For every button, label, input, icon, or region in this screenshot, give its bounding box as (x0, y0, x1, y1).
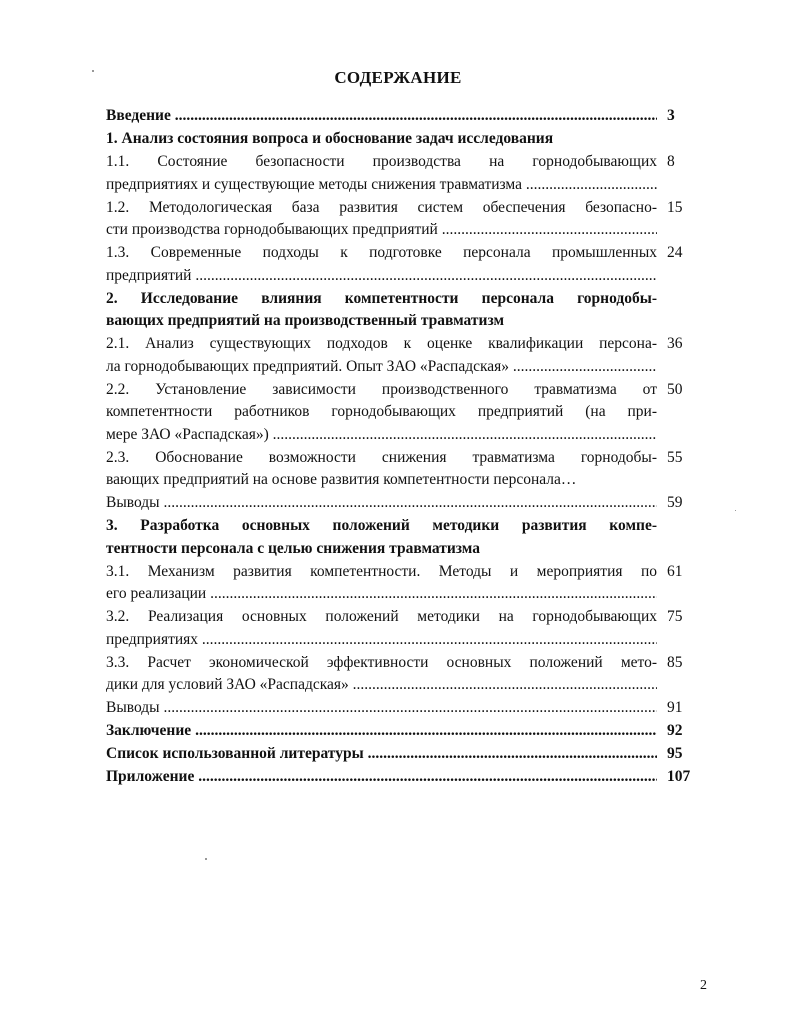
toc-entry-title (106, 743, 657, 766)
toc-entry-title (106, 697, 657, 720)
toc-entry-line: вающих предприятий на производственный травматизм (106, 312, 505, 329)
toc-page-number: 15 (667, 198, 683, 216)
toc-entry-line: мере ЗАО «Распадская») ..... (106, 424, 657, 447)
toc-page-number: 50 (667, 380, 683, 398)
toc-entry (106, 105, 698, 128)
toc-entry-line: тентности персонала с целью снижения травматизма (106, 539, 481, 557)
toc-entry-line: компетентности работников горнодобывающих предприятий (на при- (106, 403, 657, 420)
toc-page-number: 91 (667, 699, 683, 716)
toc-entry-line: сти производства горнодобывающих предприятий ..... (106, 219, 657, 242)
toc-entry-title (106, 197, 657, 242)
toc-entry (106, 197, 698, 242)
toc-entry-line: 1.2. Методологическая база развития систем обеспечения безопасно- (106, 198, 657, 216)
toc-entry (106, 652, 698, 697)
toc-entry-line: ла горнодобывающих предприятий. Опыт ЗАО «Распадская» ..... (106, 356, 657, 379)
toc-entry-title (106, 333, 657, 378)
toc-page-number: 36 (667, 335, 683, 352)
toc-entry-line: предприятиях и существующие методы снижения травматизма ..... (106, 174, 657, 197)
toc-entry-line: 3.3. Расчет экономической эффективности основных положений мето- (106, 653, 657, 671)
toc-entry-title (106, 492, 657, 515)
toc-page-number: 8 (667, 153, 675, 170)
scan-speck (735, 510, 736, 511)
toc-entry-title (106, 652, 657, 697)
toc-entry-line: вающих предприятий на основе развития компетентности персонала… (106, 471, 577, 488)
toc-entry-line: 3.1. Механизм развития компетентности. Методы и мероприятия по (106, 562, 657, 580)
toc-entry-title (106, 288, 657, 333)
toc-entry-line: 3.2. Реализация основных положений методики на горнодобывающих (106, 608, 657, 625)
toc-entry-line: 2.2. Установление зависимости производственного травматизма от (106, 380, 657, 398)
scan-speck (92, 70, 94, 72)
toc-entry (106, 606, 698, 651)
toc-entry (106, 447, 698, 492)
toc-entry-line: 2.1. Анализ существующих подходов к оценке квалификации персона- (106, 335, 657, 352)
toc-entry (106, 492, 698, 515)
page-title: СОДЕРЖАНИЕ (334, 68, 462, 87)
toc-entry-line: дики для условий ЗАО «Распадская» ..... (106, 674, 657, 697)
toc-entry-title (106, 515, 657, 560)
page-number: 2 (700, 978, 707, 993)
toc-entry-line: предприятий ..... (106, 265, 657, 288)
toc-entry-line: его реализации ..... (106, 583, 657, 606)
toc-page-number: 24 (667, 244, 683, 261)
toc-entry-line: Заключение ..... (106, 720, 657, 743)
toc-section-heading (106, 288, 698, 333)
toc-entry (106, 720, 698, 743)
toc-entry-line: Введение ..... (106, 105, 657, 128)
toc-entry-title (106, 128, 657, 151)
toc-page-number: 55 (667, 448, 683, 466)
toc-entry-line: Приложение ..... (106, 766, 657, 789)
toc-entry-line: Список использованной литературы ..... (106, 743, 657, 766)
toc-page-number: 75 (667, 608, 683, 625)
table-of-contents (106, 105, 698, 789)
toc-entry-line: 1.1. Состояние безопасности производства на горнодобывающих (106, 153, 657, 170)
toc-entry-title (106, 379, 657, 447)
toc-entry-title (106, 766, 657, 789)
toc-page-number: 59 (667, 494, 683, 511)
toc-entry (106, 743, 698, 766)
toc-entry-title (106, 242, 657, 287)
toc-page-number: 85 (667, 653, 683, 671)
toc-entry (106, 697, 698, 720)
toc-page-number: 95 (667, 745, 683, 762)
toc-page-number: 92 (667, 722, 683, 739)
toc-entry-line: 2.3. Обоснование возможности снижения травматизма горнодобы- (106, 448, 657, 466)
toc-entry (106, 561, 698, 606)
toc-page-number: 61 (667, 562, 683, 580)
toc-entry (106, 151, 698, 196)
toc-entry (106, 766, 698, 789)
toc-entry-line: Выводы ..... (106, 492, 657, 515)
toc-entry-title (106, 151, 657, 196)
toc-entry-line: 1. Анализ состояния вопроса и обоснование задач исследования (106, 130, 554, 147)
toc-entry-line: предприятиях ..... (106, 629, 657, 652)
toc-entry-title (106, 105, 657, 128)
toc-entry-line: 1.3. Современные подходы к подготовке персонала промышленных (106, 244, 657, 261)
toc-entry-title (106, 561, 657, 606)
scan-speck (205, 858, 207, 860)
toc-entry-title (106, 720, 657, 743)
toc-entry (106, 242, 698, 287)
toc-page-number: 107 (667, 768, 691, 785)
toc-entry-line: 3. Разработка основных положений методики развития компе- (106, 517, 657, 534)
toc-entry-line: Выводы ..... (106, 697, 657, 720)
toc-section-heading (106, 515, 698, 560)
toc-entry (106, 379, 698, 447)
toc-entry-line: 2. Исследование влияния компетентности персонала горнодобы- (106, 289, 657, 307)
toc-entry-title (106, 606, 657, 651)
toc-entry-title (106, 447, 657, 492)
toc-page-number: 3 (667, 107, 675, 124)
toc-section-heading (106, 128, 698, 151)
toc-entry (106, 333, 698, 378)
